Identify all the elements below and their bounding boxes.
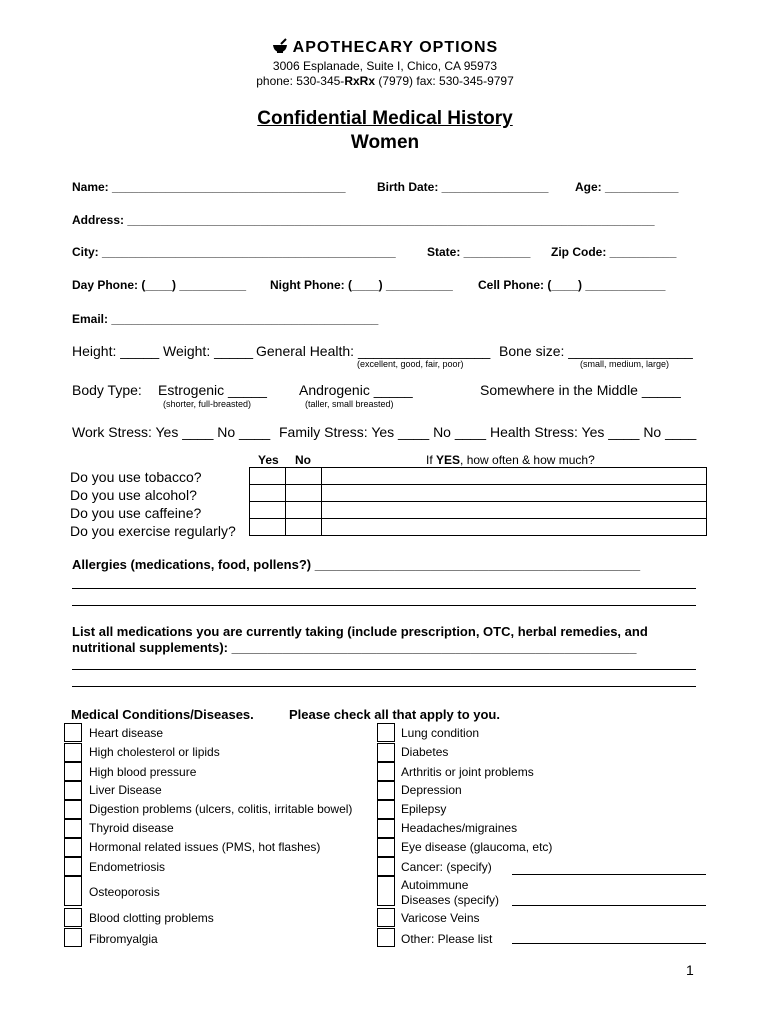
cell-phone-field[interactable]: Cell Phone: (____) ____________ — [478, 278, 666, 292]
condition-label: Epilepsy — [401, 802, 447, 816]
phone-letters: RxRx — [344, 74, 375, 88]
condition-checkbox[interactable] — [64, 800, 82, 819]
other-specify-line[interactable] — [512, 943, 706, 944]
autoimmune-specify-line[interactable] — [512, 905, 706, 906]
city-field[interactable]: City: ____________________________________________ — [72, 245, 396, 259]
height-field[interactable]: Height: _____ — [72, 343, 160, 359]
habits-col-yes: Yes — [258, 453, 279, 467]
condition-label: Endometriosis — [89, 860, 166, 874]
yes-cell[interactable] — [250, 485, 286, 502]
allergies-field[interactable]: Allergies (medications, food, pollens?) _____________________________________________ — [72, 557, 641, 572]
condition-checkbox[interactable] — [377, 838, 395, 857]
bone-size-field[interactable]: Bone size: ________________ — [499, 343, 693, 359]
detail-suffix: , how often & how much? — [460, 453, 595, 467]
medications-line[interactable] — [72, 686, 696, 687]
detail-prefix: If — [426, 453, 437, 467]
yes-cell[interactable] — [250, 468, 286, 485]
condition-checkbox[interactable] — [64, 743, 82, 762]
bone-size-hint: (small, medium, large) — [580, 359, 670, 369]
detail-yes: YES — [436, 453, 461, 467]
conditions-instruction: Please check all that apply to you. — [289, 707, 500, 722]
condition-label: Other: Please list — [401, 932, 493, 946]
detail-cell[interactable] — [322, 502, 707, 519]
table-row — [250, 468, 707, 485]
condition-checkbox[interactable] — [64, 908, 82, 927]
habits-col-detail — [426, 453, 595, 467]
no-cell[interactable] — [286, 485, 322, 502]
health-stress-field[interactable]: Health Stress: Yes ____ No ____ — [490, 424, 697, 440]
condition-checkbox[interactable] — [377, 876, 395, 906]
company-phone — [0, 74, 770, 88]
condition-checkbox[interactable] — [377, 781, 395, 800]
condition-checkbox[interactable] — [377, 743, 395, 762]
mortar-pestle-icon — [272, 38, 288, 59]
condition-checkbox[interactable] — [64, 762, 82, 781]
table-row — [250, 502, 707, 519]
condition-label: Lung condition — [401, 726, 480, 740]
age-field[interactable]: Age: ___________ — [575, 180, 679, 194]
habit-question: Do you exercise regularly? — [70, 523, 236, 539]
yes-cell[interactable] — [250, 519, 286, 536]
condition-label: Autoimmune — [401, 878, 469, 892]
birth-date-field[interactable]: Birth Date: ________________ — [377, 180, 549, 194]
medications-line[interactable] — [72, 669, 696, 670]
habit-question: Do you use tobacco? — [70, 469, 202, 485]
cancer-specify-line[interactable] — [512, 874, 706, 875]
estrogenic-field[interactable]: Estrogenic _____ — [158, 382, 267, 398]
no-cell[interactable] — [286, 519, 322, 536]
condition-checkbox[interactable] — [377, 857, 395, 876]
no-cell[interactable] — [286, 468, 322, 485]
company-name-text: APOTHECARY OPTIONS — [292, 39, 499, 56]
detail-cell[interactable] — [322, 468, 707, 485]
condition-label: Fibromyalgia — [89, 932, 158, 946]
condition-label: Liver Disease — [89, 783, 162, 797]
condition-checkbox[interactable] — [64, 819, 82, 838]
condition-checkbox[interactable] — [377, 819, 395, 838]
condition-label: Depression — [401, 783, 462, 797]
phone-suffix: (7979) fax: 530-345-9797 — [375, 74, 514, 88]
condition-label: Blood clotting problems — [89, 911, 214, 925]
general-health-field[interactable]: General Health: _________________ — [256, 343, 491, 359]
condition-checkbox[interactable] — [64, 781, 82, 800]
company-name — [0, 38, 770, 59]
androgenic-hint: (taller, small breasted) — [305, 399, 394, 409]
condition-checkbox[interactable] — [377, 800, 395, 819]
yes-cell[interactable] — [250, 502, 286, 519]
address-field[interactable]: Address: _______________________________________________________________________________ — [72, 213, 655, 227]
condition-label: Hormonal related issues (PMS, hot flashes) — [89, 840, 321, 854]
conditions-heading: Medical Conditions/Diseases. — [71, 707, 254, 722]
condition-label: High blood pressure — [89, 765, 197, 779]
medications-label: List all medications you are currently taking (include prescription, OTC, herbal remedies, and — [72, 624, 648, 639]
table-row — [250, 519, 707, 536]
family-stress-field[interactable]: Family Stress: Yes ____ No ____ — [279, 424, 487, 440]
condition-checkbox[interactable] — [64, 928, 82, 947]
condition-checkbox[interactable] — [377, 928, 395, 947]
condition-label: Heart disease — [89, 726, 164, 740]
androgenic-field[interactable]: Androgenic _____ — [299, 382, 413, 398]
condition-label: Diabetes — [401, 745, 449, 759]
condition-label: Headaches/migraines — [401, 821, 518, 835]
zip-field[interactable]: Zip Code: __________ — [551, 245, 677, 259]
condition-label: Cancer: (specify) — [401, 860, 492, 874]
condition-label: Arthritis or joint problems — [401, 765, 534, 779]
habit-question: Do you use caffeine? — [70, 505, 202, 521]
phone-prefix: phone: 530-345- — [256, 74, 345, 88]
condition-checkbox[interactable] — [377, 762, 395, 781]
table-row — [250, 485, 707, 502]
condition-label: Eye disease (glaucoma, etc) — [401, 840, 553, 854]
allergies-line[interactable] — [72, 588, 696, 589]
state-field[interactable]: State: __________ — [427, 245, 531, 259]
night-phone-field[interactable]: Night Phone: (____) __________ — [270, 278, 453, 292]
condition-label: Thyroid disease — [89, 821, 174, 835]
condition-checkbox[interactable] — [64, 876, 82, 906]
condition-label: Osteoporosis — [89, 885, 160, 899]
condition-checkbox[interactable] — [64, 857, 82, 876]
page-title: Confidential Medical History — [257, 108, 513, 129]
condition-label: Diseases (specify) — [401, 893, 500, 907]
condition-checkbox[interactable] — [377, 723, 395, 742]
no-cell[interactable] — [286, 502, 322, 519]
day-phone-field[interactable]: Day Phone: (____) __________ — [72, 278, 247, 292]
condition-checkbox[interactable] — [64, 723, 82, 742]
condition-label: High cholesterol or lipids — [89, 745, 220, 759]
habits-table — [249, 467, 707, 536]
detail-cell[interactable] — [322, 485, 707, 502]
condition-label: Varicose Veins — [401, 911, 480, 925]
condition-checkbox[interactable] — [64, 838, 82, 857]
habit-question: Do you use alcohol? — [70, 487, 197, 503]
condition-checkbox[interactable] — [377, 908, 395, 927]
estrogenic-hint: (shorter, full-breasted) — [163, 399, 252, 409]
work-stress-field[interactable]: Work Stress: Yes ____ No ____ — [72, 424, 271, 440]
detail-cell[interactable] — [322, 519, 707, 536]
page-subtitle: Women — [350, 132, 420, 153]
medications-field[interactable]: nutritional supplements): ________________________________________________________ — [72, 640, 637, 655]
allergies-line[interactable] — [72, 605, 696, 606]
name-field[interactable]: Name: ___________________________________ — [72, 180, 346, 194]
body-type-label: Body Type: — [72, 382, 142, 398]
general-health-hint: (excellent, good, fair, poor) — [357, 359, 464, 369]
company-address: 3006 Esplanade, Suite I, Chico, CA 95973 — [272, 59, 498, 73]
condition-label: Digestion problems (ulcers, colitis, irritable bowel) — [89, 802, 353, 816]
page-number: 1 — [686, 962, 694, 978]
middle-field[interactable]: Somewhere in the Middle _____ — [480, 382, 681, 398]
weight-field[interactable]: Weight: _____ — [163, 343, 254, 359]
habits-col-no: No — [295, 453, 311, 467]
email-field[interactable]: Email: ________________________________________ — [72, 312, 379, 326]
